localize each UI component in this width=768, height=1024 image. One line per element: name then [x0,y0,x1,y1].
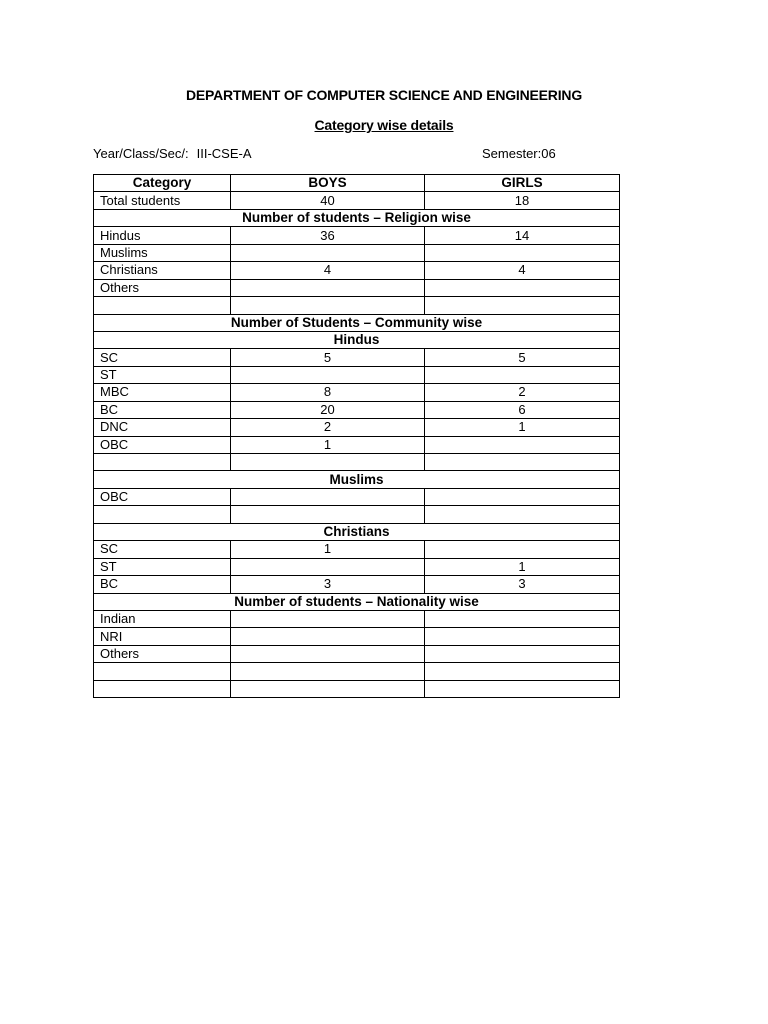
category-cell: MBC [94,384,231,401]
section-row [94,314,620,331]
section-row [94,523,620,540]
table-row [94,436,620,453]
girls-cell [425,628,620,645]
table-row [94,419,620,436]
boys-cell: 40 [231,192,425,209]
boys-cell: 4 [231,262,425,279]
section-row [94,593,620,610]
boys-cell [231,558,425,575]
section-heading: Hindus [94,331,620,348]
girls-cell [425,663,620,680]
boys-cell [231,663,425,680]
header-girls: GIRLS [425,175,620,192]
year-class-sec-value: III-CSE-A [196,146,252,161]
section-row [94,331,620,348]
boys-cell [231,279,425,296]
table-header-row [94,175,620,192]
girls-cell [425,488,620,505]
category-cell: Muslims [94,244,231,261]
boys-cell [231,366,425,383]
table-row [94,366,620,383]
girls-cell: 5 [425,349,620,366]
category-table [93,174,620,698]
boys-cell: 20 [231,401,425,418]
section-row [94,209,620,226]
boys-cell [231,488,425,505]
girls-cell [425,244,620,261]
category-cell: OBC [94,488,231,505]
boys-cell [231,645,425,662]
section-heading: Muslims [94,471,620,488]
category-cell [94,454,231,471]
category-cell: Christians [94,262,231,279]
category-cell: Others [94,645,231,662]
girls-cell: 3 [425,576,620,593]
section-heading: Number of Students – Community wise [94,314,620,331]
category-cell: OBC [94,436,231,453]
girls-cell: 1 [425,419,620,436]
boys-cell [231,244,425,261]
girls-cell [425,610,620,627]
category-cell: BC [94,576,231,593]
year-class-sec [93,146,252,161]
table-row [94,279,620,296]
table-row [94,384,620,401]
table-body [94,192,620,698]
girls-cell [425,279,620,296]
boys-cell: 5 [231,349,425,366]
semester: Semester:06 [482,146,556,161]
girls-cell: 18 [425,192,620,209]
table-row [94,227,620,244]
category-cell: DNC [94,419,231,436]
document-title: DEPARTMENT OF COMPUTER SCIENCE AND ENGINEERING [185,87,583,103]
girls-cell [425,436,620,453]
category-cell: Indian [94,610,231,627]
girls-cell: 2 [425,384,620,401]
table-row [94,192,620,209]
category-cell: BC [94,401,231,418]
category-cell [94,663,231,680]
category-cell: SC [94,349,231,366]
table-row [94,401,620,418]
boys-cell: 36 [231,227,425,244]
boys-cell [231,680,425,697]
section-heading: Christians [94,523,620,540]
table-row [94,541,620,558]
category-cell: ST [94,558,231,575]
boys-cell [231,454,425,471]
boys-cell: 8 [231,384,425,401]
table-row [94,576,620,593]
girls-cell [425,506,620,523]
boys-cell [231,506,425,523]
category-cell [94,680,231,697]
girls-cell [425,680,620,697]
header-boys: BOYS [231,175,425,192]
section-heading: Number of students – Religion wise [94,209,620,226]
girls-cell: 4 [425,262,620,279]
table-row [94,262,620,279]
section-heading: Number of students – Nationality wise [94,593,620,610]
girls-cell [425,645,620,662]
boys-cell: 2 [231,419,425,436]
girls-cell [425,366,620,383]
girls-cell: 14 [425,227,620,244]
table-row [94,488,620,505]
document-subtitle: Category wise details [314,117,454,133]
category-cell: Others [94,279,231,296]
category-cell [94,506,231,523]
boys-cell: 1 [231,541,425,558]
year-class-sec-label: Year/Class/Sec/: [93,146,189,161]
category-cell: NRI [94,628,231,645]
category-cell: Total students [94,192,231,209]
boys-cell [231,628,425,645]
girls-cell: 1 [425,558,620,575]
girls-cell: 6 [425,401,620,418]
table-row [94,680,620,697]
category-cell: ST [94,366,231,383]
section-row [94,471,620,488]
girls-cell [425,297,620,314]
category-cell: Hindus [94,227,231,244]
table-row [94,663,620,680]
girls-cell [425,454,620,471]
category-cell: SC [94,541,231,558]
table-row [94,349,620,366]
table-row [94,628,620,645]
table-row [94,454,620,471]
boys-cell [231,297,425,314]
category-cell [94,297,231,314]
table-row [94,558,620,575]
boys-cell: 1 [231,436,425,453]
table-row [94,506,620,523]
boys-cell [231,610,425,627]
table-row [94,610,620,627]
girls-cell [425,541,620,558]
header-category: Category [94,175,231,192]
table-row [94,244,620,261]
table-row [94,297,620,314]
table-row [94,645,620,662]
boys-cell: 3 [231,576,425,593]
